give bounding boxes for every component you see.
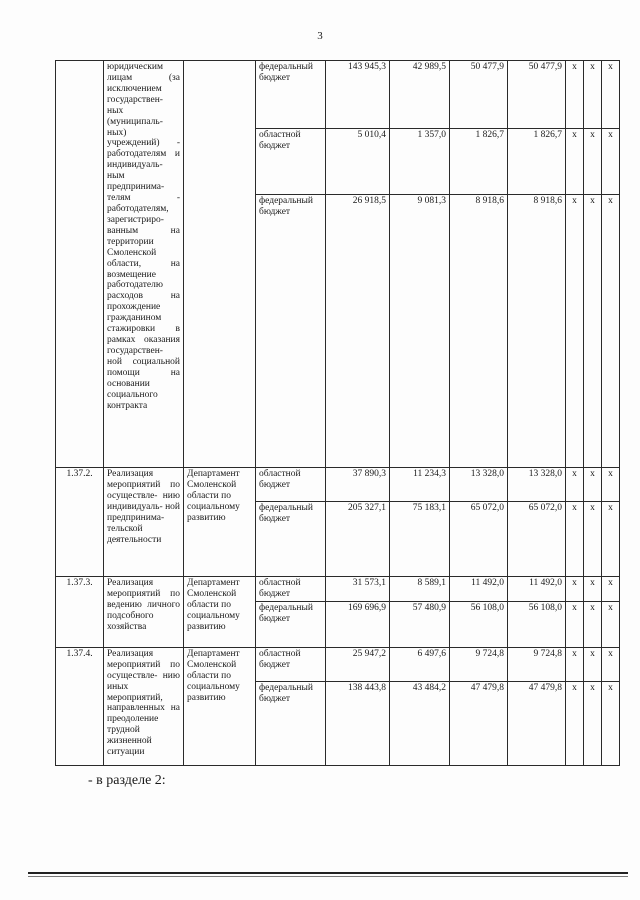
table-row [56, 577, 620, 602]
year1-amount: 57 480,9 [390, 601, 450, 647]
activity-name: Реализация мероприятий по осуществле- нию индивидуаль- ной предпринима- тельской деятельности [104, 468, 184, 577]
year3-amount: 56 108,0 [508, 601, 566, 647]
row-number [56, 61, 104, 468]
year2-amount: 13 328,0 [450, 468, 508, 502]
executor: Департамент Смоленской области по социальному развитию [184, 468, 256, 577]
x-mark: x [566, 502, 584, 577]
x-mark: x [584, 601, 602, 647]
x-mark: x [566, 468, 584, 502]
x-mark: x [584, 129, 602, 195]
activity-name: юридическим лицам (за исключением государствен- ных (муниципаль- ных) учреждений) - работодателям и индивидуаль- ным предпринима- телям - работодателям, зарегистриро- ванным на территории Смоленской области, на возмещение работодателю расходов на прохождение гражданином стажировки в рамках оказания государствен- ной социальной помощи на основании социального контракта [104, 61, 184, 468]
year1-amount: 6 497,6 [390, 647, 450, 681]
year1-amount: 1 357,0 [390, 129, 450, 195]
x-mark: x [602, 61, 620, 129]
x-mark: x [584, 195, 602, 468]
total-amount: 5 010,4 [326, 129, 390, 195]
x-mark: x [602, 681, 620, 765]
activity-name: Реализация мероприятий по ведению личного подсобного хозяйства [104, 577, 184, 648]
funding-source: областной бюджет [256, 577, 326, 602]
section-note: - в разделе 2: [88, 773, 166, 788]
year3-amount: 1 826,7 [508, 129, 566, 195]
row-number: 1.37.3. [56, 577, 104, 648]
table-row [56, 468, 620, 502]
year2-amount: 1 826,7 [450, 129, 508, 195]
total-amount: 138 443,8 [326, 681, 390, 765]
total-amount: 205 327,1 [326, 502, 390, 577]
x-mark: x [566, 195, 584, 468]
year1-amount: 9 081,3 [390, 195, 450, 468]
x-mark: x [584, 647, 602, 681]
year1-amount: 75 183,1 [390, 502, 450, 577]
x-mark: x [566, 577, 584, 602]
year3-amount: 8 918,6 [508, 195, 566, 468]
footer-rule [28, 872, 628, 874]
table-row [56, 61, 620, 129]
year2-amount: 11 492,0 [450, 577, 508, 602]
funding-source: федеральный бюджет [256, 601, 326, 647]
budget-table [55, 60, 620, 766]
year3-amount: 47 479,8 [508, 681, 566, 765]
year1-amount: 43 484,2 [390, 681, 450, 765]
year2-amount: 9 724,8 [450, 647, 508, 681]
row-number: 1.37.4. [56, 647, 104, 765]
total-amount: 169 696,9 [326, 601, 390, 647]
total-amount: 143 945,3 [326, 61, 390, 129]
year2-amount: 65 072,0 [450, 502, 508, 577]
x-mark: x [566, 61, 584, 129]
x-mark: x [602, 195, 620, 468]
year3-amount: 9 724,8 [508, 647, 566, 681]
table-row [56, 647, 620, 681]
x-mark: x [566, 129, 584, 195]
year2-amount: 47 479,8 [450, 681, 508, 765]
total-amount: 25 947,2 [326, 647, 390, 681]
year2-amount: 50 477,9 [450, 61, 508, 129]
x-mark: x [584, 468, 602, 502]
activity-name: Реализация мероприятий по осуществле- нию иных мероприятий, направленных на преодоление трудной жизненной ситуации [104, 647, 184, 765]
x-mark: x [584, 502, 602, 577]
x-mark: x [566, 681, 584, 765]
x-mark: x [602, 502, 620, 577]
executor [184, 61, 256, 468]
year3-amount: 13 328,0 [508, 468, 566, 502]
x-mark: x [602, 601, 620, 647]
year2-amount: 56 108,0 [450, 601, 508, 647]
total-amount: 26 918,5 [326, 195, 390, 468]
row-number: 1.37.2. [56, 468, 104, 577]
funding-source: федеральный бюджет [256, 61, 326, 129]
footer-rule-thin [28, 876, 628, 877]
x-mark: x [584, 577, 602, 602]
total-amount: 37 890,3 [326, 468, 390, 502]
year1-amount: 11 234,3 [390, 468, 450, 502]
funding-source: федеральный бюджет [256, 502, 326, 577]
funding-source: федеральный бюджет [256, 681, 326, 765]
x-mark: x [566, 601, 584, 647]
funding-source: областной бюджет [256, 129, 326, 195]
x-mark: x [602, 468, 620, 502]
x-mark: x [602, 647, 620, 681]
year1-amount: 42 989,5 [390, 61, 450, 129]
x-mark: x [584, 681, 602, 765]
x-mark: x [602, 129, 620, 195]
page-number: 3 [317, 30, 323, 42]
year3-amount: 65 072,0 [508, 502, 566, 577]
executor: Департамент Смоленской области по социальному развитию [184, 577, 256, 648]
total-amount: 31 573,1 [326, 577, 390, 602]
funding-source: федеральный бюджет [256, 195, 326, 468]
year1-amount: 8 589,1 [390, 577, 450, 602]
x-mark: x [566, 647, 584, 681]
x-mark: x [602, 577, 620, 602]
funding-source: областной бюджет [256, 468, 326, 502]
funding-source: областной бюджет [256, 647, 326, 681]
year2-amount: 8 918,6 [450, 195, 508, 468]
x-mark: x [584, 61, 602, 129]
year3-amount: 50 477,9 [508, 61, 566, 129]
year3-amount: 11 492,0 [508, 577, 566, 602]
executor: Департамент Смоленской области по социальному развитию [184, 647, 256, 765]
